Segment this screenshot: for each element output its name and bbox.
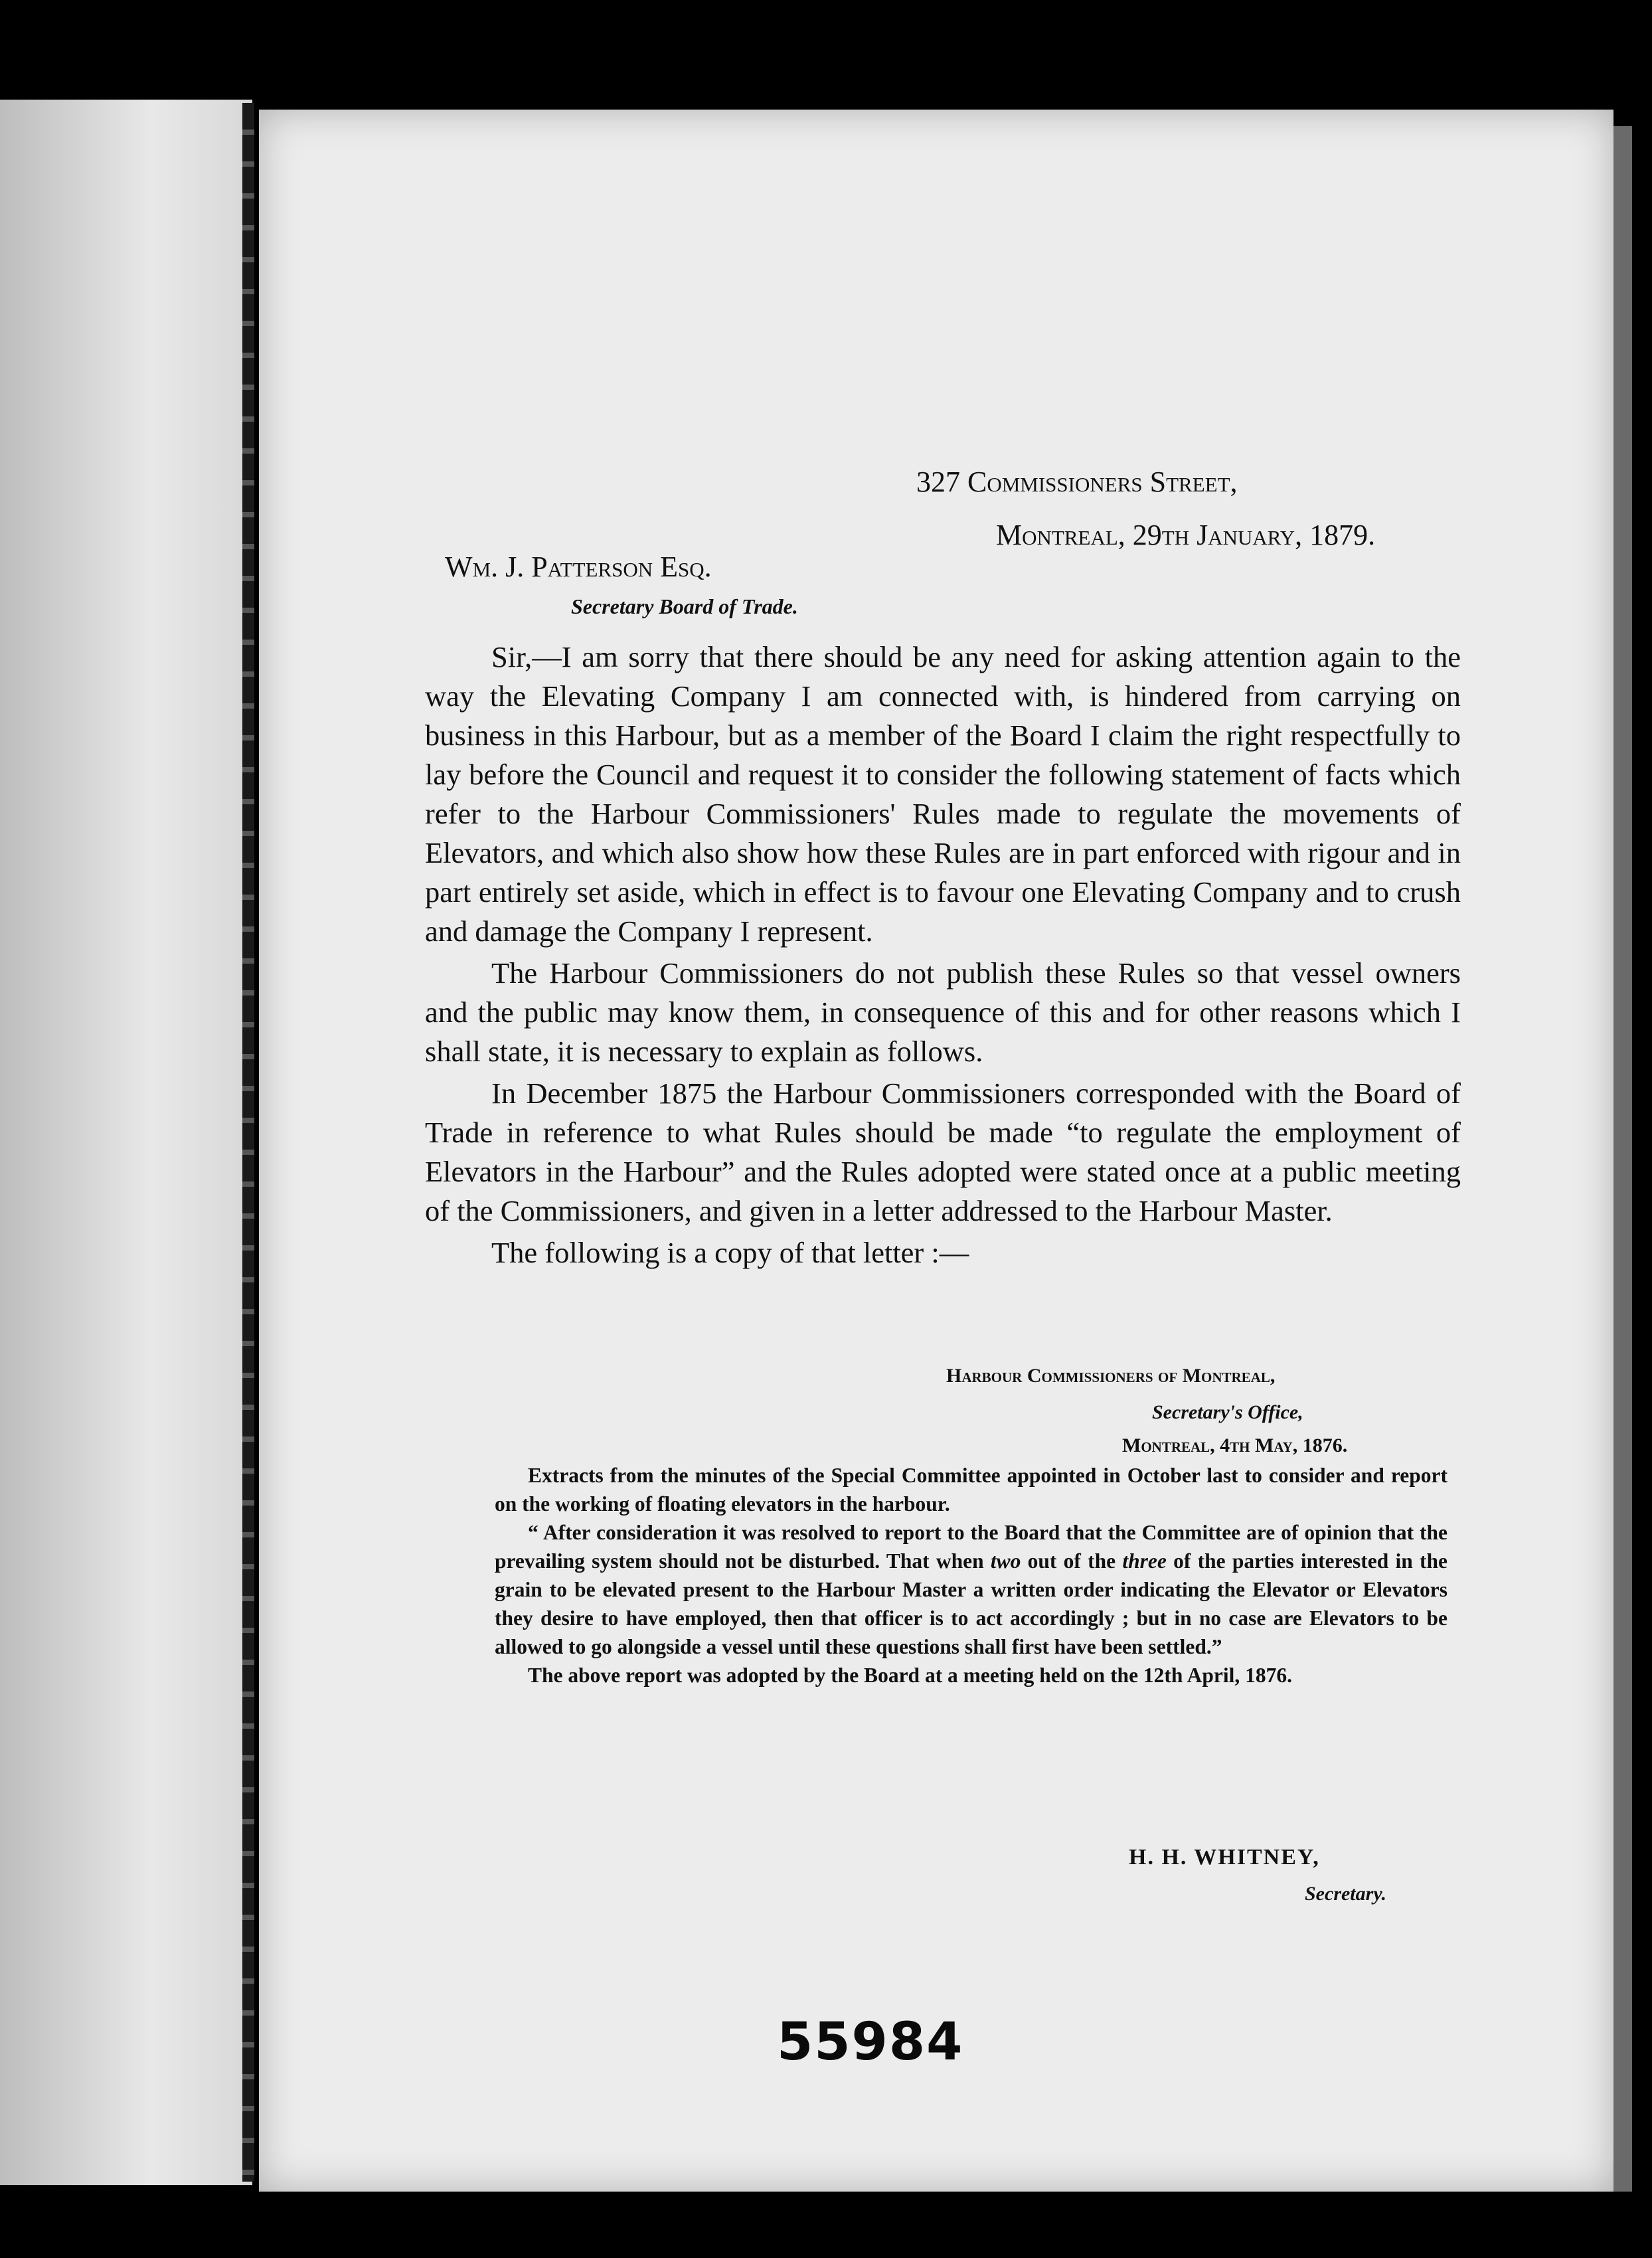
sender-address-city-date: Montreal, 29th January, 1879. <box>996 519 1376 551</box>
quoted-text: out of the <box>1021 1549 1123 1573</box>
quoted-paragraph <box>495 1518 1447 1661</box>
letter-paragraph: In December 1875 the Harbour Commissioners corresponded with the Board of Trade in reference to what Rules should be made “to regulate the employment of Elevators in the Harbour” and the Rules adopted were stated once at a public meeting of the Commissioners, and given in a letter addressed to the Harbour Master. <box>425 1077 1461 1227</box>
signature-title: Secretary. <box>1305 1883 1387 1905</box>
sender-address-street: 327 Commissioners Street, <box>916 466 1238 498</box>
quoted-paragraph: The above report was adopted by the Board at a meeting held on the 12th April, 1876. <box>528 1664 1292 1687</box>
signature-name: H. H. WHITNEY, <box>1129 1845 1320 1869</box>
quoted-emphasis: three <box>1122 1549 1167 1573</box>
recipient-title: Secretary Board of Trade. <box>571 594 798 618</box>
book-spine <box>242 103 254 2182</box>
letter-paragraph: Sir,—I am sorry that there should be any need for asking attention again to the way the Elevating Company I am connected with, is hindered from carrying on business in this Harbour, but as a member of the Board I claim the right respectfully to lay before the Council and request it to consider the following statement of facts which refer to the Harbour Commissioners' Rules made to regulate the movements of Elevators, and which also show how these Rules are in part enforced with rigour and in part entirely set aside, which in effect is to favour one Elevating Company and to crush and damage the Company I represent. <box>425 640 1461 948</box>
quoted-text: “ After consideration it was resolved to report to the Board that the Committee are of opinion that the prevailing system should not be disturbed. That when <box>495 1521 1447 1573</box>
quoted-emphasis: two <box>990 1549 1021 1573</box>
document-number-stamp: 55984 <box>777 2012 964 2072</box>
letter-paragraph: The Harbour Commissioners do not publish these Rules so that vessel owners and the public may know them, in consequence of this and for other reasons which I shall state, it is necessary to explain as follows. <box>425 956 1461 1068</box>
page-shadow-edge <box>1613 126 1632 2192</box>
quoted-letter-body <box>495 1461 1447 1690</box>
left-page-edge <box>0 100 252 2185</box>
quoted-paragraph: Extracts from the minutes of the Special Committee appointed in October last to consider and report on the working of floating elevators in the harbour. <box>495 1464 1447 1516</box>
quoted-text: of the parties interested in the grain to be elevated present to the Harbour Master a written order indicating the Elevator or Elevators they desire to have employed, then that officer is to act accordingly ; but in no case are Elevators to be allowed to go alongside a vessel until these questions shall first have been settled.” <box>495 1549 1447 1658</box>
quoted-letter-office: Secretary's Office, <box>1152 1401 1303 1423</box>
quoted-letter-org: Harbour Commissioners of Montreal, <box>946 1365 1276 1387</box>
letter-paragraph: The following is a copy of that letter :— <box>491 1236 969 1269</box>
recipient-name: Wm. J. Patterson Esq. <box>445 551 712 583</box>
quoted-letter-date: Montreal, 4th May, 1876. <box>1122 1434 1348 1456</box>
letter-body <box>425 638 1461 1275</box>
